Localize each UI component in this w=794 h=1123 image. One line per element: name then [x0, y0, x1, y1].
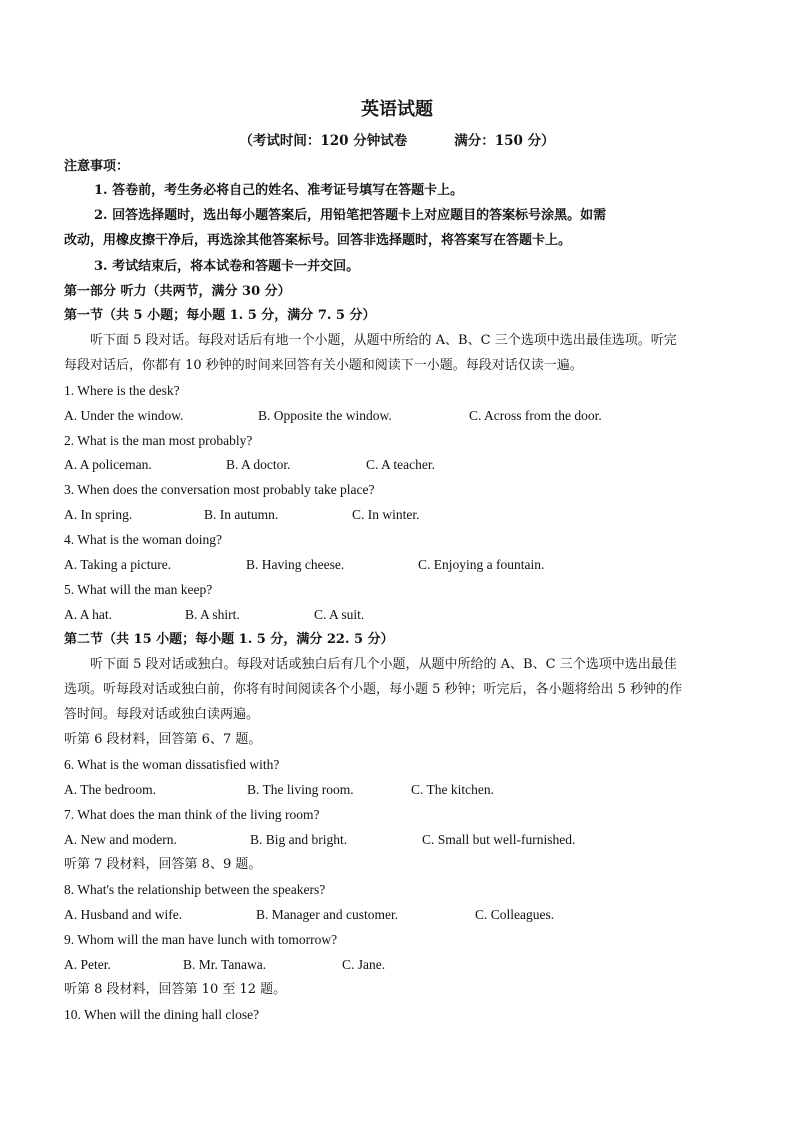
option-b: B. Opposite the window.: [258, 408, 392, 423]
option-a: A. New and modern.: [64, 832, 177, 847]
question-9: 9. Whom will the man have lunch with tomorrow?: [64, 932, 338, 947]
option-b: B. Manager and customer.: [256, 907, 399, 922]
section2-instructions: 答时间。每段对话或独白读两遍。: [64, 707, 260, 722]
material-7: 听第 7 段材料，回答第 8、9 题。: [64, 857, 262, 872]
option-a: A. Under the window.: [64, 408, 184, 423]
part1-heading: 第一部分 听力（共两节，满分 30 分）: [64, 284, 291, 299]
question-7: 7. What does the man think of the living room?: [64, 807, 320, 822]
option-c: C. A teacher.: [366, 457, 435, 472]
note-item: 3. 考试结束后，将本试卷和答题卡一并交回。: [94, 259, 360, 274]
option-a: A. Taking a picture.: [64, 557, 172, 572]
option-c: C. Across from the door.: [469, 408, 602, 423]
exam-info: （考试时间：120 分钟试卷 满分：150 分）: [239, 133, 555, 149]
option-c: C. A suit.: [314, 607, 365, 622]
note-item: 改动，用橡皮擦干净后，再选涂其他答案标号。回答非选择题时，将答案写在答题卡上。: [64, 233, 572, 248]
option-b: B. A doctor.: [226, 457, 291, 472]
question-3: 3. When does the conversation most probably take place?: [64, 482, 375, 497]
option-a: A. A policeman.: [64, 457, 152, 472]
notes-heading: 注意事项：: [64, 159, 130, 174]
option-c: C. Jane.: [342, 957, 386, 972]
option-c: C. The kitchen.: [411, 782, 494, 797]
option-b: B. The living room.: [247, 782, 354, 797]
section2-heading: 第二节（共 15 小题；每小题 1. 5 分，满分 22. 5 分）: [64, 632, 394, 647]
question-2: 2. What is the man most probably?: [64, 433, 253, 448]
section2-instructions: 听下面 5 段对话或独白。每段对话或独白后有几个小题，从题中所给的 A、B、C 三个选项中选出最佳: [90, 657, 677, 672]
section2-instructions: 选项。听每段对话或独白前，你将有时间阅读各个小题，每小题 5 秒钟；听完后，各小题将给出 5 秒钟的作: [64, 682, 683, 697]
material-8: 听第 8 段材料，回答第 10 至 12 题。: [64, 982, 287, 997]
question-6: 6. What is the woman dissatisfied with?: [64, 757, 280, 772]
option-a: A. A hat.: [64, 607, 113, 622]
section1-instructions: 听下面 5 段对话。每段对话后有地一个小题，从题中所给的 A、B、C 三个选项中选出最佳选项。听完: [90, 333, 677, 348]
page-title: 英语试题: [361, 99, 433, 120]
note-item: 2. 回答选择题时，选出每小题答案后，用铅笔把答题卡上对应题目的答案标号涂黑。如需: [94, 208, 607, 223]
option-a: A. Husband and wife.: [64, 907, 183, 922]
question-1: 1. Where is the desk?: [64, 383, 180, 398]
option-c: C. Colleagues.: [475, 907, 555, 922]
question-5: 5. What will the man keep?: [64, 582, 213, 597]
option-a: A. Peter.: [64, 957, 111, 972]
note-item: 1. 答卷前，考生务必将自己的姓名、准考证号填写在答题卡上。: [94, 183, 464, 198]
option-b: B. A shirt.: [185, 607, 240, 622]
option-c: C. Small but well-furnished.: [422, 832, 576, 847]
question-10: 10. When will the dining hall close?: [64, 1007, 260, 1022]
option-a: A. In spring.: [64, 507, 133, 522]
option-b: B. Big and bright.: [250, 832, 348, 847]
option-b: B. In autumn.: [204, 507, 279, 522]
option-b: B. Having cheese.: [246, 557, 345, 572]
option-b: B. Mr. Tanawa.: [183, 957, 267, 972]
question-4: 4. What is the woman doing?: [64, 532, 222, 547]
option-c: C. In winter.: [352, 507, 420, 522]
section1-heading: 第一节（共 5 小题；每小题 1. 5 分，满分 7. 5 分）: [64, 308, 376, 323]
option-a: A. The bedroom.: [64, 782, 156, 797]
section1-instructions: 每段对话后，你都有 10 秒钟的时间来回答有关小题和阅读下一小题。每段对话仅读一遍。: [64, 358, 583, 373]
question-8: 8. What's the relationship between the speakers?: [64, 882, 326, 897]
material-6: 听第 6 段材料，回答第 6、7 题。: [64, 732, 262, 747]
option-c: C. Enjoying a fountain.: [418, 557, 545, 572]
